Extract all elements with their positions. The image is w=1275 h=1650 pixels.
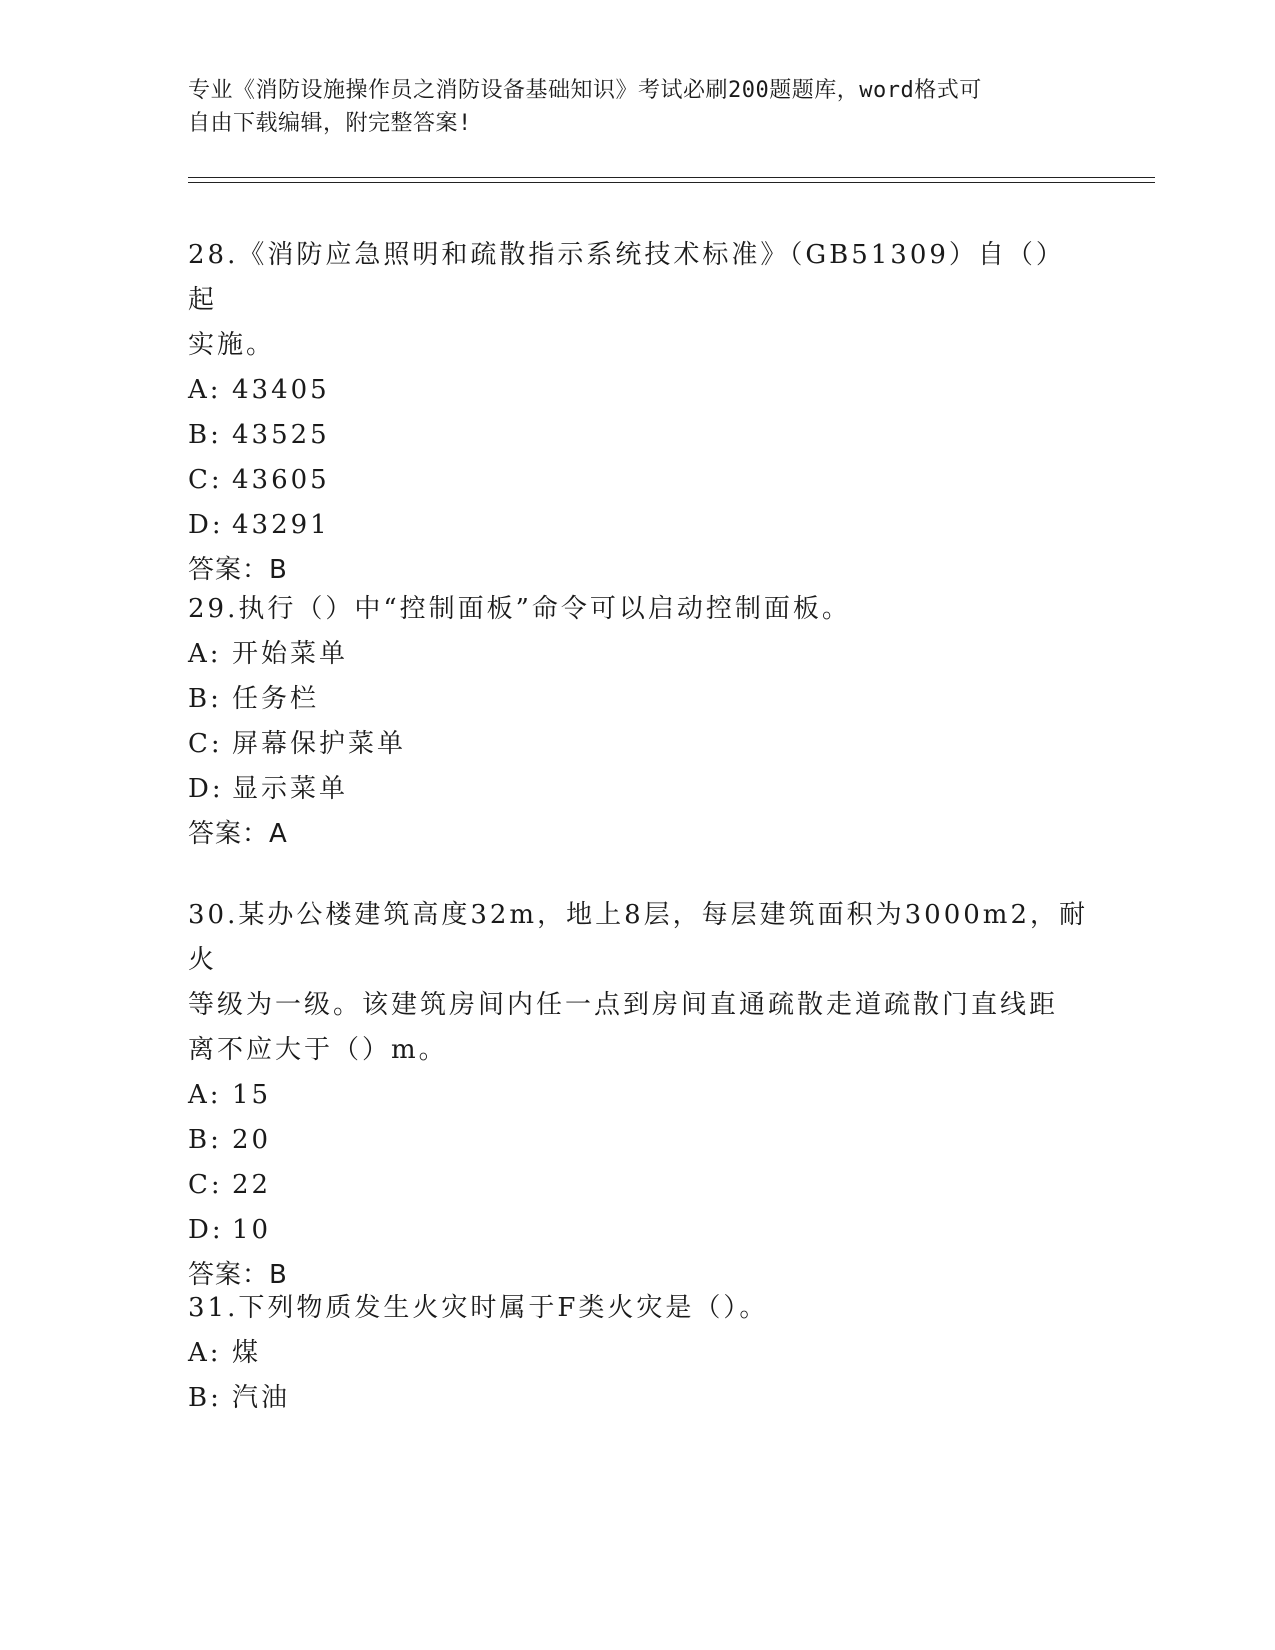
option-d: D: 43291 [188,510,330,540]
question-29 [188,587,1088,857]
option-a: A: 15 [188,1080,272,1110]
question-stem-line: 29.执行（）中“控制面板”命令可以启动控制面板。 [188,594,851,624]
option-b: B: 任务栏 [188,684,320,714]
header-line-2: 自由下载编辑，附完整答案! [188,111,472,136]
question-stem-line: 实施。 [188,330,276,360]
option-b: B: 汽油 [188,1383,291,1413]
answer-line: 答案：B [188,555,288,585]
document-header [188,74,1088,140]
answer-line: 答案：A [188,819,288,849]
option-a: A: 煤 [188,1338,262,1368]
option-b: B: 20 [188,1125,272,1155]
question-stem-line: 31.下列物质发生火灾时属于F类火灾是（）。 [188,1293,769,1323]
question-31 [188,1286,1088,1421]
answer-line: 答案：B [188,1260,288,1290]
option-c: C: 22 [188,1170,272,1200]
question-stem-line: 等级为一级。该建筑房间内任一点到房间直通疏散走道疏散门直线距 [188,990,1059,1020]
option-a: A: 43405 [188,375,330,405]
question-stem-line: 30.某办公楼建筑高度32m，地上8层，每层建筑面积为3000m2，耐火 [188,900,1088,975]
question-stem-line: 28.《消防应急照明和疏散指示系统技术标准》（GB51309）自（）起 [188,240,1065,315]
option-c: C: 屏幕保护菜单 [188,729,407,759]
option-d: D: 10 [188,1215,272,1245]
option-d: D: 显示菜单 [188,774,349,804]
option-a: A: 开始菜单 [188,639,349,669]
header-rule-bottom [188,182,1155,183]
header-rule-top [188,177,1155,178]
question-28 [188,233,1088,593]
option-c: C: 43605 [188,465,330,495]
question-stem-line: 离不应大于（）m。 [188,1035,448,1065]
question-30 [188,893,1088,1298]
option-b: B: 43525 [188,420,330,450]
header-line-1: 专业《消防设施操作员之消防设备基础知识》考试必刷200题题库，word格式可 [188,78,982,103]
